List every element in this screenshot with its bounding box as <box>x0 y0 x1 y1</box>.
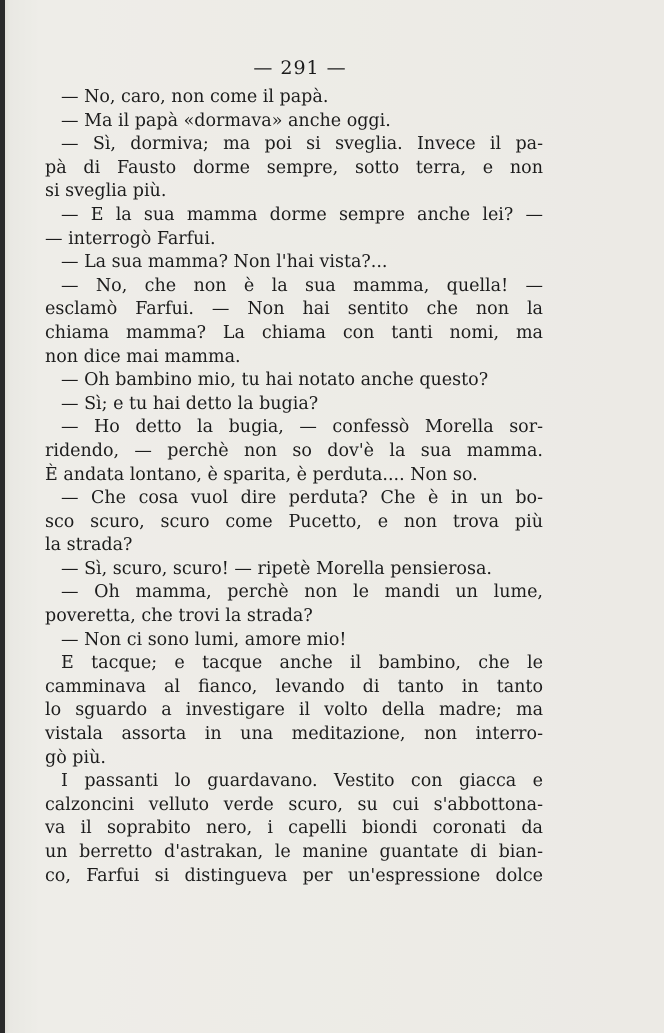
body-text <box>45 86 543 888</box>
text-line: — La sua mamma? Non l'hai vista?... <box>61 252 388 273</box>
text-line: lo sguardo a investigare il volto della madre; ma <box>45 700 543 721</box>
page-edge-shadow <box>0 0 5 1033</box>
text-line: — E la sua mamma dorme sempre anche lei? — <box>61 204 543 225</box>
text-line: esclamò Farfui. — Non hai sentito che non la <box>45 299 543 320</box>
text-line: poveretta, che trovi la strada? <box>45 606 313 627</box>
text-line: — Che cosa vuol dire perduta? Che è in un bo- <box>61 488 543 509</box>
text-line: I passanti lo guardavano. Vestito con giacca e <box>61 771 543 792</box>
text-line: — No, caro, non come il papà. <box>61 87 329 107</box>
text-line: si sveglia più. <box>45 181 167 202</box>
text-line: pà di Fausto dorme sempre, sotto terra, e non <box>45 157 543 178</box>
text-line: — interrogò Farfui. <box>45 228 216 249</box>
text-line: E tacque; e tacque anche il bambino, che le <box>61 653 543 674</box>
text-line: sco scuro, scuro come Pucetto, e non trova più <box>45 511 543 532</box>
text-line: camminava al fianco, levando di tanto in tanto <box>45 676 543 697</box>
text-line: non dice mai mamma. <box>45 346 241 367</box>
text-line: — No, che non è la sua mamma, quella! — <box>61 275 543 296</box>
text-line: È andata lontano, è sparita, è perduta.... Non so. <box>45 464 478 485</box>
text-line: — Sì, dormiva; ma poi si sveglia. Invece il pa- <box>61 134 543 155</box>
text-line: — Ma il papà «dormava» anche oggi. <box>61 110 391 131</box>
text-line: co, Farfui si distingueva per un'espressione dolce <box>45 865 543 886</box>
page-number: — 291 — <box>253 57 347 79</box>
text-line: — Sì, scuro, scuro! — ripetè Morella pensierosa. <box>61 558 492 579</box>
text-line: va il soprabito nero, i capelli biondi coronati da <box>45 818 543 839</box>
text-line: gò più. <box>45 747 106 768</box>
text-line: vistala assorta in una meditazione, non interro- <box>45 724 543 745</box>
text-line: la strada? <box>45 535 133 556</box>
text-line: — Sì; e tu hai detto la bugia? <box>61 393 319 414</box>
text-line: — Ho detto la bugia, — confessò Morella sor- <box>61 417 543 438</box>
text-line: — Oh mamma, perchè non le mandi un lume, <box>61 582 543 603</box>
text-line: chiama mamma? La chiama con tanti nomi, ma <box>45 322 543 343</box>
text-line: — Non ci sono lumi, amore mio! <box>61 629 347 650</box>
text-line: calzoncini velluto verde scuro, su cui s'abbottona- <box>45 794 543 815</box>
text-line: ridendo, — perchè non so dov'è la sua mamma. <box>45 440 543 461</box>
text-line: un berretto d'astrakan, le manine guantate di bian- <box>45 842 543 862</box>
text-line: — Oh bambino mio, tu hai notato anche questo? <box>61 370 489 391</box>
